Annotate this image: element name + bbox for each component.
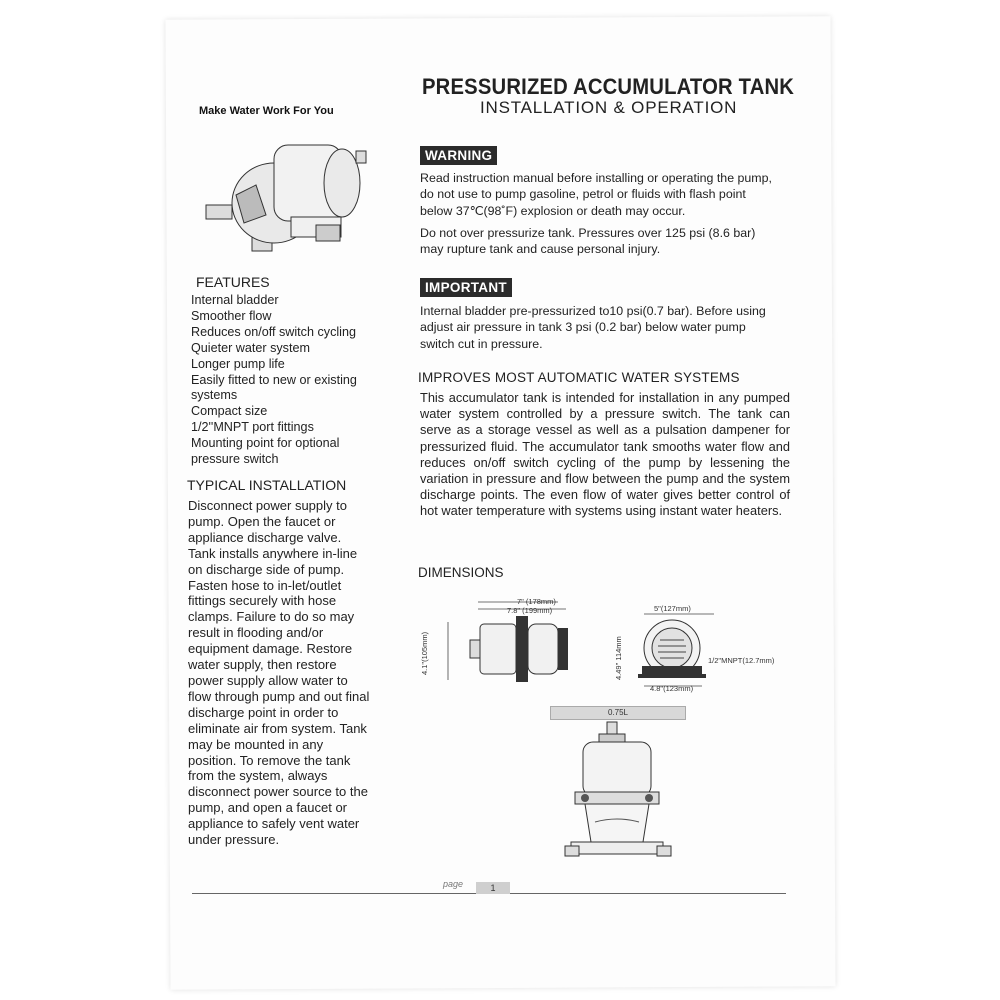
feature-item: Mounting point for optional pressure switch [191,436,340,467]
side-height: 4.1"(105mm) [420,631,429,675]
installation-heading: TYPICAL INSTALLATION [187,477,347,493]
front-view-drawing [634,610,724,692]
front-height: 4.49" 114mm [614,636,623,680]
side-length-2: 7.8" (199mm) [507,606,553,615]
page-word: page [443,879,464,889]
warning-label: WARNING [420,146,497,165]
page-number: 1 [476,882,510,894]
important-label: IMPORTANT [420,278,512,297]
tank-illustration [196,125,376,260]
features-list [191,293,376,468]
feature-item: Compact size [191,404,268,419]
warning-paragraph-1: Read instruction manual before installing or operating the pump, do not use to pump gasoline, petrol or fluids with flash point below 37℃(98˚F) explosion or death may occur. [420,171,772,218]
front-width-top: 5"(127mm) [654,604,691,613]
warning-paragraph-2: Do not over pressurize tank. Pressures over 125 psi (8.6 bar) may rupture tank and cause personal injury. [420,226,756,257]
important-text: Internal bladder pre-pressurized to10 psi(0.7 bar). Before using adjust air pressure in tank 3 psi (0.2 bar) below water pump switch cut in pressure. [420,304,766,351]
feature-item: Longer pump life [191,356,285,371]
feature-item: Quieter water system [191,340,310,355]
feature-item: 1/2''MNPT port fittings [191,420,314,435]
page-title: PRESSURIZED ACCUMULATOR TANK [422,74,795,99]
vertical-tank-drawing [563,722,673,872]
feature-item: Easily fitted to new or existing systems [191,372,357,403]
front-width-bottom: 4.8"(123mm) [650,684,694,693]
front-port: 1/2"MNPT(12.7mm) [708,656,775,665]
page-subtitle: INSTALLATION & OPERATION [480,98,738,117]
feature-item: Reduces on/off switch cycling [191,324,356,339]
features-heading: FEATURES [196,274,270,290]
capacity-label: 0.75L [550,706,686,720]
feature-item: Smoother flow [191,308,272,323]
dimensions-heading: DIMENSIONS [418,565,504,580]
side-length-1: 7" (178mm) [517,597,556,606]
brand-tagline: Make Water Work For You [199,105,334,117]
feature-item: Internal bladder [191,293,279,307]
improves-text: This accumulator tank is intended for installation in any pumped water system controlled by a pressure switch. The tank can serve as a storage vessel as well as a pulsation dampener for pressurized fluid. The accumulator tank smooths water flow and reduces on/off switch cycling of the pump by lessening the variation in pressure and flow between the pump and the system discharge points. The even flow of water gives better control of hot water temperature with systems using instant water heaters. [420,390,790,519]
improves-heading: IMPROVES MOST AUTOMATIC WATER SYSTEMS [418,370,740,385]
installation-body: Disconnect power supply to pump. Open the faucet or appliance discharge valve. Tank installs anywhere in-line on discharge side of pump. Fasten hose to in-let/outlet fittings securely with hose clamps. Failure to do so may result in flooding and/or equipment damage. Restore water supply, then restore power supply allow water to flow through pump and out final discharge point in order to eliminate air from system. Tank may be mounted in any position. To remove the tank from the system, always disconnect power source to the pump, and open a faucet or appliance to safely vent water under pressure. [188,498,370,848]
